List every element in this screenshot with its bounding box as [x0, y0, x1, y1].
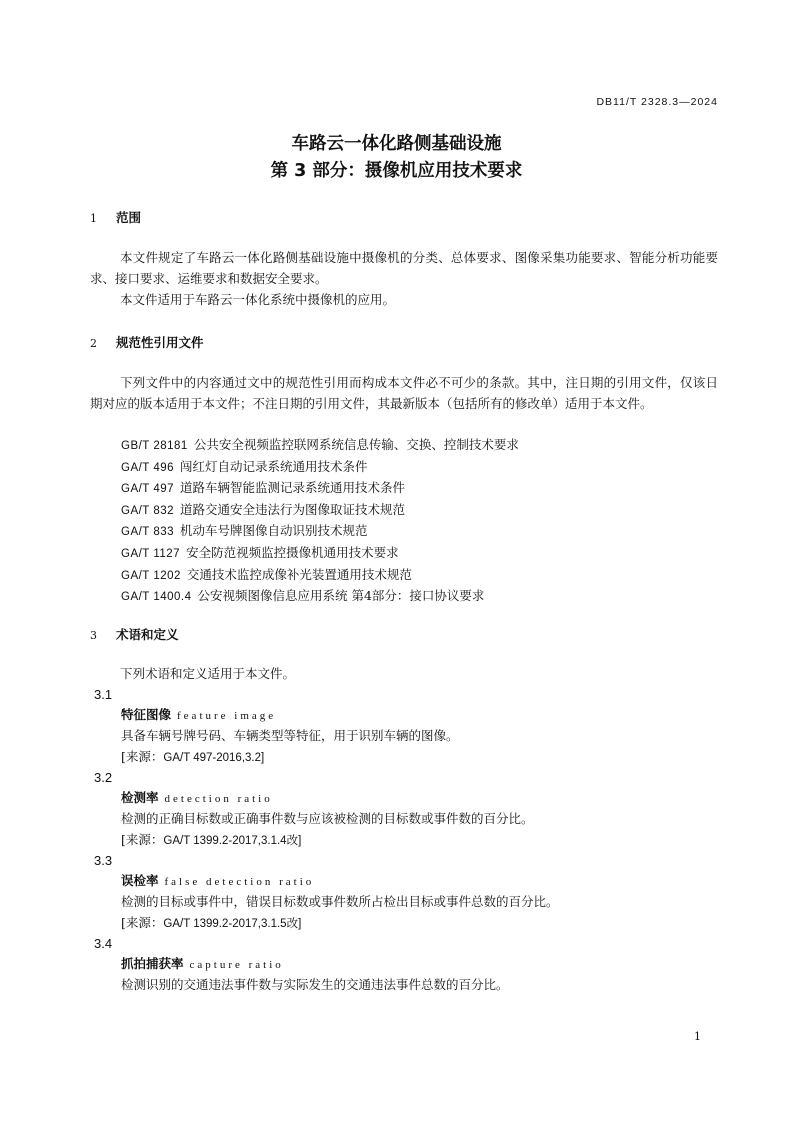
- term-name: 误检率: [121, 873, 159, 888]
- term-heading: [121, 705, 714, 726]
- scope-paragraph-2: 本文件适用于车路云一体化系统中摄像机的应用。: [120, 292, 396, 307]
- term-name: 特征图像: [121, 707, 172, 722]
- term-source: [121, 913, 714, 934]
- term-number: 3.1: [94, 687, 113, 702]
- scope-text: [90, 247, 718, 310]
- term-source-label: [来源：: [121, 914, 164, 930]
- term-number: 3.4: [94, 936, 113, 951]
- reference-code: GA/T 833: [121, 526, 175, 539]
- term-definition: 具备车辆号牌号码、车辆类型等特征，用于识别车辆的图像。: [121, 728, 459, 744]
- term-source-ref: GA/T 1399.2-2017,3.1.4改]: [163, 834, 302, 847]
- reference-code: GA/T 1400.4: [121, 591, 192, 604]
- reference-item: [121, 457, 519, 479]
- section-heading-normative: [90, 333, 204, 351]
- reference-code: GA/T 1202: [121, 569, 181, 582]
- scope-paragraph-1: 本文件规定了车路云一体化路侧基础设施中摄像机的分类、总体要求、图像采集功能要求、智能分析功能要求、接口要求、运维要求和数据安全要求。: [90, 250, 718, 286]
- section-heading-scope: [90, 208, 141, 226]
- term-heading: [121, 788, 714, 809]
- section-title: 术语和定义: [116, 627, 179, 642]
- term-definition: 检测识别的交通违法事件数与实际发生的交通违法事件总数的百分比。: [121, 977, 509, 993]
- reference-title: 道路车辆智能监测记录系统通用技术条件: [180, 480, 406, 496]
- term-definition: 检测的目标或事件中，错误目标数或事件数所占检出目标或事件总数的百分比。: [121, 894, 559, 910]
- terms-intro: [90, 663, 718, 684]
- term-source: [121, 830, 714, 851]
- term-source-label: [来源：: [121, 831, 164, 847]
- reference-item: [121, 565, 519, 587]
- reference-code: GA/T 497: [121, 483, 175, 496]
- reference-title: 道路交通安全违法行为图像取证技术规范: [180, 501, 406, 517]
- term-english: detection ratio: [164, 793, 273, 805]
- reference-title: 安全防范视频监控摄像机通用技术要求: [186, 544, 399, 560]
- term-number: 3.2: [94, 770, 113, 785]
- title-line-1: 车路云一体化路侧基础设施: [291, 134, 502, 154]
- term-english: false detection ratio: [164, 876, 315, 888]
- reference-code: GA/T 832: [121, 504, 175, 517]
- reference-code: GA/T 1127: [121, 547, 181, 560]
- term-source: [121, 747, 714, 768]
- reference-title: 闯红灯自动记录系统通用技术条件: [180, 458, 368, 474]
- reference-item: [121, 478, 519, 500]
- term-heading: [121, 871, 714, 892]
- term-source-label: [来源：: [121, 748, 164, 764]
- normative-intro: [90, 372, 718, 414]
- reference-title: 交通技术监控成像补光装置通用技术规范: [186, 566, 412, 582]
- term-heading: [121, 954, 714, 975]
- terms-intro-text: 下列术语和定义适用于本文件。: [120, 666, 296, 681]
- term-name: 抓拍捕获率: [121, 956, 184, 971]
- term-number: 3.3: [94, 853, 113, 868]
- reference-code: GA/T 496: [121, 461, 175, 474]
- term-source-ref: GA/T 1399.2-2017,3.1.5改]: [163, 917, 302, 930]
- term-source-ref: GA/T 497-2016,3.2]: [163, 751, 265, 764]
- reference-item: [121, 586, 519, 608]
- page-number: 1: [694, 1030, 701, 1043]
- reference-item: [121, 500, 519, 522]
- section-number: 3: [90, 629, 97, 642]
- reference-title: 公安视频图像信息应用系统 第4部分：接口协议要求: [197, 588, 485, 604]
- title-line-2: 第 3 部分：摄像机应用技术要求: [270, 161, 523, 181]
- section-title: 范围: [116, 210, 142, 225]
- reference-item: [121, 543, 519, 565]
- reference-title: 公共安全视频监控联网系统信息传输、交换、控制技术要求: [193, 437, 519, 452]
- section-heading-terms: [90, 625, 179, 643]
- term-name: 检测率: [121, 790, 159, 805]
- term-entry: [94, 685, 714, 768]
- reference-item: [121, 521, 519, 543]
- document-code: DB11/T 2328.3—2024: [596, 96, 718, 108]
- section-title: 规范性引用文件: [116, 335, 204, 350]
- reference-code: GB/T 28181: [121, 440, 188, 452]
- term-definition: 检测的正确目标数或正确事件数与应该被检测的目标数或事件数的百分比。: [121, 811, 534, 827]
- section-number: 2: [90, 337, 97, 350]
- document-title: [0, 131, 793, 185]
- section-number: 1: [90, 212, 97, 225]
- term-english: capture ratio: [189, 959, 284, 971]
- reference-item: [121, 435, 519, 457]
- reference-title: 机动车号牌图像自动识别技术规范: [180, 523, 368, 539]
- term-entry: [94, 768, 714, 851]
- normative-intro-text: 下列文件中的内容通过文中的规范性引用而构成本文件必不可少的条款。其中，注日期的引用文件，仅该日期对应的版本适用于本文件；不注日期的引用文件，其最新版本（包括所有的修改单）适用于本文件。: [90, 375, 718, 411]
- term-entry: [94, 851, 714, 934]
- term-entry: [94, 934, 714, 996]
- term-english: feature image: [177, 710, 277, 722]
- reference-list: [121, 435, 519, 608]
